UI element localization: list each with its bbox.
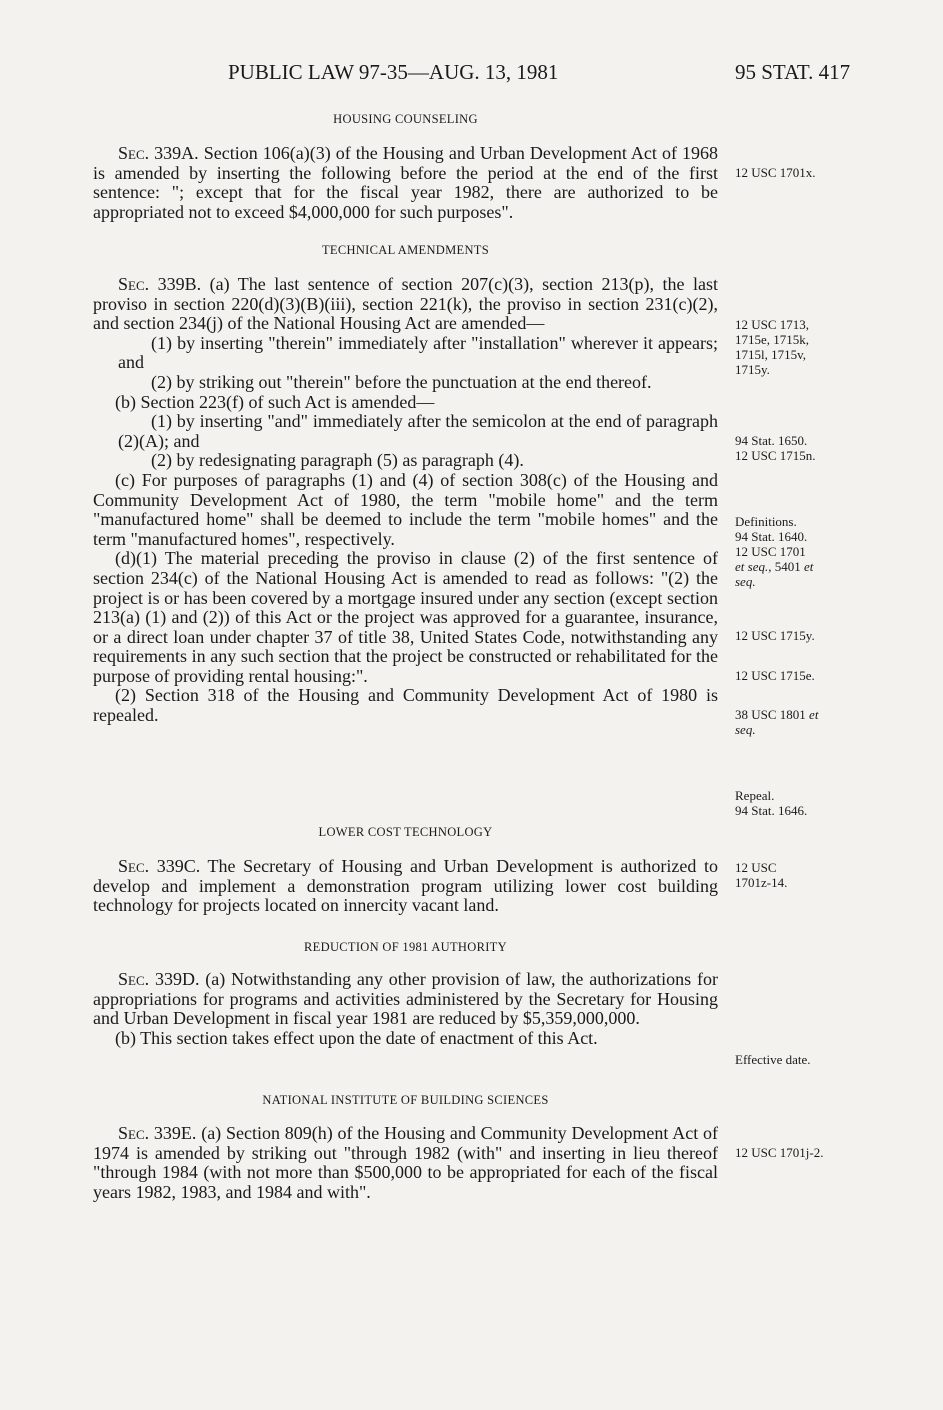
margin-line: 12 USC 1701	[735, 544, 806, 559]
section-339b-d2: (2) Section 318 of the Housing and Community Development Act of 1980 is repealed.	[93, 685, 718, 726]
section-339d-text	[93, 970, 718, 1029]
margin-note-339b-d2	[735, 788, 845, 818]
section-339b	[93, 275, 718, 726]
section-339b-c: (c) For purposes of paragraphs (1) and (4) of section 308(c) of the Housing and Community Development Act of 1980, the term "mobile home" and the term "manufactured home" shall be deemed to include the term "mobile homes" and the term "manufactured homes", respectively.	[93, 469, 718, 549]
heading-technical-amendments: TECHNICAL AMENDMENTS	[322, 243, 489, 257]
section-339e	[93, 1124, 718, 1202]
section-339d	[93, 970, 718, 1048]
margin-line: 94 Stat. 1646.	[735, 803, 808, 818]
margin-line: 12 USC	[735, 860, 777, 875]
margin-note-339d: Effective date.	[735, 1052, 811, 1067]
margin-note-339b-a	[735, 317, 845, 377]
margin-line: 94 Stat. 1640.	[735, 529, 808, 544]
section-339e-text	[93, 1124, 718, 1202]
section-339a-body: 339A. Section 106(a)(3) of the Housing and Urban Development Act of 1968 is amended by inserting the following before the period at the end of the first sentence: "; except that for the fiscal year 1982, there are authorized to be appropriated not to exceed $4,000,000 for such purposes".	[93, 143, 718, 222]
section-339c	[93, 857, 718, 916]
margin-note-339b-c	[735, 514, 845, 589]
sec-label: Sec.	[118, 856, 150, 876]
margin-note-339b-b	[735, 433, 845, 463]
margin-line: seq.	[735, 574, 756, 589]
margin-note-339c	[735, 860, 845, 890]
heading-reduction-1981: REDUCTION OF 1981 AUTHORITY	[304, 940, 507, 954]
section-339b-b: (b) Section 223(f) of such Act is amended—	[115, 391, 435, 412]
margin-note-339b-d1c	[735, 707, 845, 737]
heading-lower-cost-technology: LOWER COST TECHNOLOGY	[318, 825, 493, 839]
margin-line: 38 USC 1801 et	[735, 707, 819, 722]
section-339d-body: 339D. (a) Notwithstanding any other provision of law, the authorizations for appropriations for programs and activities administered by the Secretary for Housing and Urban Development in fiscal year 1981 are reduced by $5,359,000,000.	[93, 969, 718, 1029]
margin-line: 12 USC 1715n.	[735, 448, 816, 463]
heading-housing-counseling: HOUSING COUNSELING	[333, 112, 478, 126]
section-339b-intro-body: 339B. (a) The last sentence of section 207(c)(3), section 213(p), the last proviso in section 220(d)(3)(B)(iii), section 221(k), the proviso in section 231(c)(2), and section 234(j) of the National Housing Act are amended—	[93, 274, 718, 334]
section-339d-b: (b) This section takes effect upon the date of enactment of this Act.	[115, 1027, 598, 1048]
sec-label: Sec.	[118, 1123, 150, 1143]
margin-line: 1701z-14.	[735, 875, 788, 890]
margin-line: et seq., 5401 et	[735, 559, 814, 574]
margin-line: 1715l, 1715v,	[735, 347, 807, 362]
heading-nibs: NATIONAL INSTITUTE OF BUILDING SCIENCES	[262, 1093, 549, 1107]
section-339e-body: 339E. (a) Section 809(h) of the Housing and Community Development Act of 1974 is amended by striking out "through 1982 (with" and inserting in lieu thereof "through 1984 (with not more than $500,000 to be appropriated for each of the fiscal years 1982, 1983, and 1984 and with".	[93, 1123, 718, 1202]
margin-note-339e: 12 USC 1701j-2.	[735, 1145, 824, 1160]
section-339b-b1: (1) by inserting "and" immediately after the semicolon at the end of paragraph (2)(A); and	[118, 411, 718, 451]
margin-line: 1715e, 1715k,	[735, 332, 810, 347]
margin-note-339b-d1b: 12 USC 1715e.	[735, 668, 815, 683]
section-339c-text	[93, 857, 718, 916]
section-339b-intro	[93, 275, 718, 334]
section-339b-a2: (2) by striking out "therein" before the punctuation at the end thereof.	[151, 371, 652, 392]
margin-note-339a: 12 USC 1701x.	[735, 165, 816, 180]
section-339c-body: 339C. The Secretary of Housing and Urban Development is authorized to develop and implement a demonstration program utilizing lower cost building technology for projects located on innercity vacant land.	[93, 856, 718, 916]
section-339a	[93, 144, 718, 222]
margin-note-339b-d1: 12 USC 1715y.	[735, 628, 815, 643]
sec-label: Sec.	[118, 143, 150, 163]
page-header-stat: 95 STAT. 417	[735, 60, 851, 84]
margin-line: Definitions.	[735, 514, 797, 529]
sec-label: Sec.	[118, 969, 150, 989]
margin-line: 94 Stat. 1650.	[735, 433, 808, 448]
section-339b-d1: (d)(1) The material preceding the proviso in clause (2) of the first sentence of section 234(c) of the National Housing Act is amended to read as follows: "(2) the project is or has been covered by a mortgage insured under any section (except section 213(a) (1) and (2)) of this Act or the project was approved for a guarantee, insurance, or a direct loan under chapter 37 of title 38, United States Code, notwithstanding any requirements in any such section that the project be constructed or rehabilitated for the purpose of providing rental housing:".	[93, 548, 718, 686]
page-header-title: PUBLIC LAW 97-35—AUG. 13, 1981	[228, 60, 559, 84]
section-339b-b2: (2) by redesignating paragraph (5) as paragraph (4).	[151, 450, 524, 471]
section-339a-text	[93, 144, 718, 222]
sec-label: Sec.	[118, 274, 150, 294]
margin-line: seq.	[735, 722, 756, 737]
margin-line: 1715y.	[735, 362, 770, 377]
section-339b-a1: (1) by inserting "therein" immediately after "installation" wherever it appears; and	[118, 332, 718, 373]
margin-line: 12 USC 1713,	[735, 317, 810, 332]
margin-line: Repeal.	[735, 788, 775, 803]
